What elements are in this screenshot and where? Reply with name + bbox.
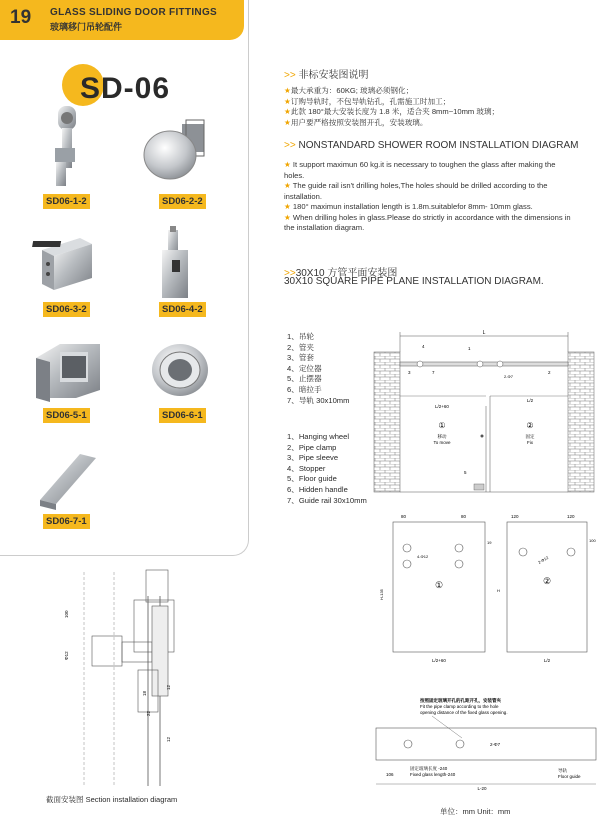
list-item: ★用户要严格按照安装图开孔，安装玻璃。 <box>284 117 428 127</box>
guide-label-en: Floor guide <box>558 774 581 779</box>
dim-label: Φ12 <box>64 651 69 660</box>
list-item: 1、Hanging wheel <box>287 432 350 441</box>
list-item: ★ When drilling holes in glass.Please do strictly in accordance with the dimensions in the installation diagram. <box>284 212 571 232</box>
parts-list-cn <box>287 332 349 406</box>
part-callout: 4 <box>422 344 425 349</box>
dim-label: 12 <box>166 736 171 742</box>
guide-label-cn: 导轨 <box>558 768 567 773</box>
list-item: ★最大承重为：60KG; 玻璃必须钢化； <box>284 86 414 95</box>
plane-installation-diagram <box>370 326 606 496</box>
fixed-glass-cn: 固定玻璃长度 -240 <box>410 766 448 771</box>
hole-callout: 2-Φ7 <box>490 742 501 747</box>
list-item: 7、Guide rail 30x10mm <box>287 495 367 505</box>
panel-number: ① <box>438 421 446 430</box>
hanging-wheel-image <box>55 106 76 186</box>
panel-label-cn: 固定 <box>525 434 535 439</box>
panel-label-en: Fix <box>527 440 533 445</box>
dim-label: 100 <box>64 610 69 618</box>
product-label: SD06-2-2 <box>159 194 206 209</box>
section-installation-diagram <box>50 566 200 790</box>
dim-label: 18 <box>142 690 147 696</box>
fixed-glass-en: Fixed glass length-240 <box>410 772 456 777</box>
dim-label: H <box>497 588 500 593</box>
dim-label: 106 <box>386 772 394 777</box>
panel-label-en: To move <box>433 440 451 445</box>
floor-guide-image <box>36 344 100 402</box>
header-title-cn: 玻璃移门吊轮配件 <box>50 22 123 32</box>
guide-rail-image <box>40 454 96 510</box>
list-item: 1、吊轮 <box>287 332 315 341</box>
list-item: 2、Pipe clamp <box>287 442 337 452</box>
list-item: ★ It support maximun 60 kg.it is necessary to toughen the glass after making the holes. <box>284 160 556 180</box>
dim-label: L/2 <box>543 658 551 663</box>
panel-number: ① <box>434 580 444 590</box>
unit-note: 单位：mm Unit：mm <box>440 807 511 816</box>
list-item: 5、止摆器 <box>287 374 322 384</box>
product-label: SD06-3-2 <box>43 302 90 317</box>
list-item: ★订购导轨时，不包导轨钻孔，孔需施工时加工； <box>284 96 451 106</box>
list-item: ★ The guide rail isn't drilling holes,The holes should be drilled according to the installation. <box>284 181 548 201</box>
dim-label: 120 <box>567 514 575 519</box>
rail-note-en: Fit the pipe clamp according to the hole <box>420 704 499 709</box>
part-callout: 7 <box>432 370 435 375</box>
hole-callout: 2-Φ7 <box>504 374 513 379</box>
panel-number: ② <box>526 421 534 430</box>
header-title-en: GLASS SLIDING DOOR FITTINGS <box>50 7 217 18</box>
glass-drilling-diagram <box>375 508 606 668</box>
list-item: 4、定位器 <box>287 363 322 373</box>
rail-drilling-diagram <box>372 694 606 792</box>
diagram-title-en: 30X10 SQUARE PIPE PLANE INSTALLATION DIAGRAM. <box>284 276 544 287</box>
dim-label: L/2+60 <box>432 658 446 663</box>
list-item: 3、管套 <box>287 353 315 363</box>
model-name: SD-06 <box>80 72 171 105</box>
cn-notes-heading: >> 非标安装图说明 <box>284 70 369 81</box>
hidden-handle-image <box>152 344 208 396</box>
list-item: 6、暗拉手 <box>287 384 322 394</box>
list-item: 6、Hidden handle <box>287 484 348 494</box>
product-label: SD06-7-1 <box>43 514 90 529</box>
list-item: 7、导轨 30x10mm <box>287 395 350 405</box>
stopper-image <box>162 226 188 298</box>
list-item: 5、Floor guide <box>287 474 337 484</box>
rail-note-en: opening distance of the fixed glass opening. <box>420 710 508 715</box>
panel-number: ② <box>542 576 552 586</box>
panel-label-cn: 移动 <box>437 434 447 439</box>
dim-label: 100 <box>589 538 596 543</box>
en-notes-list <box>284 160 574 234</box>
pipe-clamp-knob-image <box>144 120 204 179</box>
en-notes-heading: >> NONSTANDARD SHOWER ROOM INSTALLATION DIAGRAM <box>284 140 579 151</box>
dim-label: 80 <box>401 514 407 519</box>
cn-notes-list <box>284 86 604 128</box>
diagram-title-cn: >>30X10 方管平面安装图 <box>284 268 398 279</box>
list-item: 2、管夹 <box>287 342 315 352</box>
part-callout: 5 <box>464 470 467 475</box>
dim-half: L/2 <box>526 398 534 403</box>
dim-label: 12 <box>166 684 171 690</box>
dim-label: H-135 <box>379 589 384 600</box>
dim-label: 120 <box>511 514 519 519</box>
product-images <box>0 100 248 540</box>
section-caption: 截面安装图 Section installation diagram <box>46 795 178 804</box>
list-item: 4、Stopper <box>287 463 326 473</box>
dim-L: L <box>482 330 486 336</box>
part-callout: 3 <box>408 370 411 375</box>
dim-half-plus: L/2+60 <box>435 404 449 409</box>
dim-label: 19 <box>487 540 492 545</box>
parts-list-en <box>287 432 367 506</box>
rail-note-cn: 按照固定玻璃开孔的孔距开孔，安装管夹 <box>420 698 501 703</box>
product-label: SD06-6-1 <box>159 408 206 423</box>
list-item: 3、Pipe sleeve <box>287 453 339 463</box>
list-item: ★ 180° maximun installation length is 1.8m.suitablefor 8mm- 10mm glass. <box>284 202 533 211</box>
product-label: SD06-1-2 <box>43 194 90 209</box>
page-number: 19 <box>10 7 32 28</box>
dim-label: L-20 <box>477 786 487 791</box>
product-label: SD06-5-1 <box>43 408 90 423</box>
hole-callout: 2-Φ12 <box>537 554 550 565</box>
product-label: SD06-4-2 <box>159 302 206 317</box>
dim-label: 22 <box>146 710 151 716</box>
hole-callout: 4-Φ12 <box>417 554 429 559</box>
pipe-sleeve-image <box>32 238 92 290</box>
part-callout: 2 <box>548 370 551 375</box>
list-item: ★此款 180°最大安装长度为 1.8 米，适合夹 8mm~10mm 玻璃； <box>284 107 500 116</box>
part-callout: 1 <box>468 346 471 351</box>
dim-label: 80 <box>461 514 467 519</box>
